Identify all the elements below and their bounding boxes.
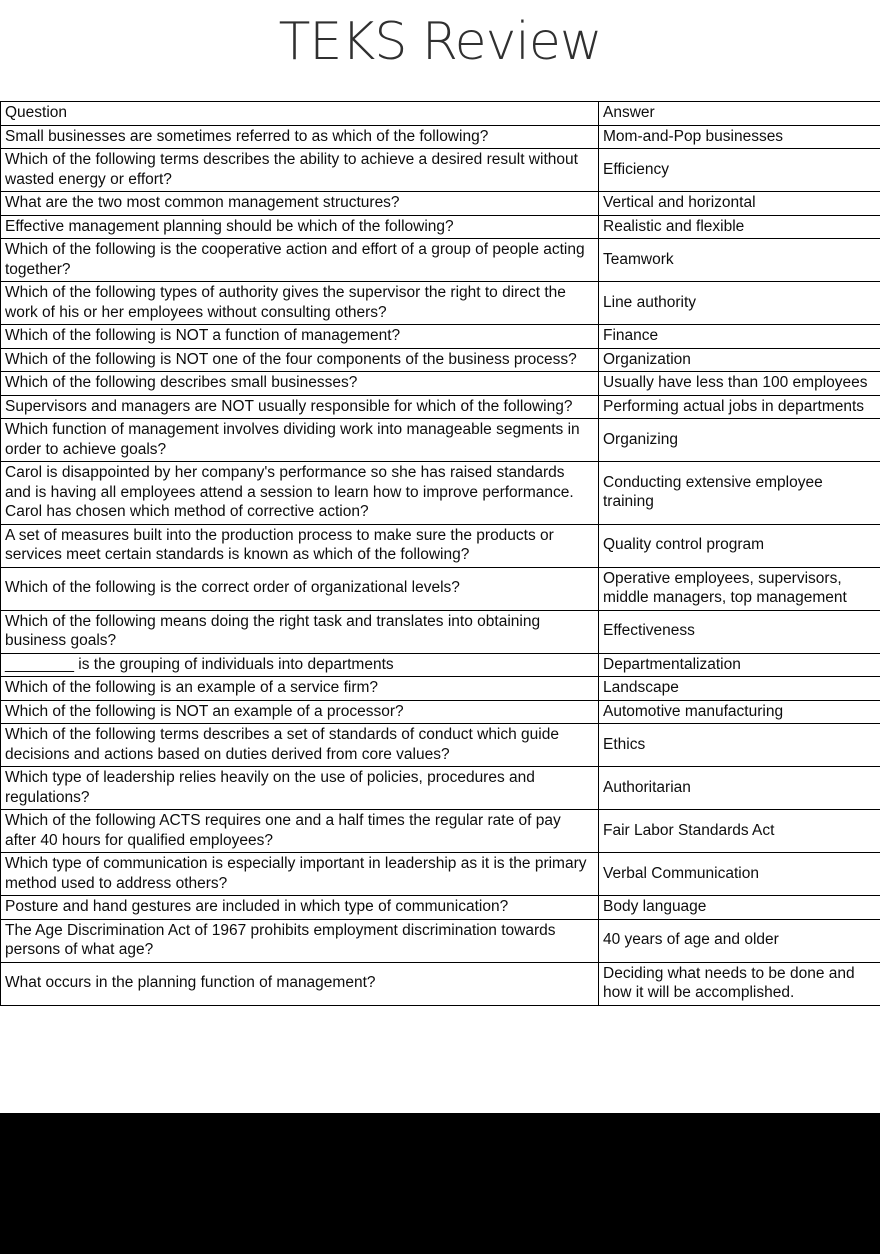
table-row bbox=[1, 524, 880, 567]
answer-cell: Landscape bbox=[599, 677, 880, 701]
table-row bbox=[1, 462, 880, 525]
question-cell: Which type of communication is especially important in leadership as it is the primary method used to address others? bbox=[1, 853, 599, 896]
question-cell: Which of the following means doing the right task and translates into obtaining business goals? bbox=[1, 610, 599, 653]
answer-cell: Body language bbox=[599, 896, 880, 920]
table-row bbox=[1, 348, 880, 372]
table-row bbox=[1, 896, 880, 920]
question-cell: Which of the following is the cooperative action and effort of a group of people acting together? bbox=[1, 239, 599, 282]
question-cell: Which of the following is an example of a service firm? bbox=[1, 677, 599, 701]
answer-cell: Organization bbox=[599, 348, 880, 372]
answer-cell: Deciding what needs to be done and how it will be accomplished. bbox=[599, 962, 880, 1005]
table-row bbox=[1, 962, 880, 1005]
answer-cell: Usually have less than 100 employees bbox=[599, 372, 880, 396]
question-cell: Which of the following is NOT a function of management? bbox=[1, 325, 599, 349]
question-cell: Which of the following is the correct order of organizational levels? bbox=[1, 567, 599, 610]
question-cell: Which of the following describes small businesses? bbox=[1, 372, 599, 396]
answer-cell: Effectiveness bbox=[599, 610, 880, 653]
answer-cell: Fair Labor Standards Act bbox=[599, 810, 880, 853]
answer-cell: Vertical and horizontal bbox=[599, 192, 880, 216]
answer-cell: Operative employees, supervisors, middle managers, top management bbox=[599, 567, 880, 610]
answer-cell: Mom-and-Pop businesses bbox=[599, 125, 880, 149]
answer-cell: Efficiency bbox=[599, 149, 880, 192]
answer-cell: Performing actual jobs in departments bbox=[599, 395, 880, 419]
table-header-row bbox=[1, 102, 880, 126]
table-row bbox=[1, 724, 880, 767]
answer-cell: Quality control program bbox=[599, 524, 880, 567]
answer-cell: Verbal Communication bbox=[599, 853, 880, 896]
table-row bbox=[1, 677, 880, 701]
answer-cell: Finance bbox=[599, 325, 880, 349]
question-cell: Which function of management involves dividing work into manageable segments in order to achieve goals? bbox=[1, 419, 599, 462]
answer-cell: Automotive manufacturing bbox=[599, 700, 880, 724]
answer-cell: Authoritarian bbox=[599, 767, 880, 810]
question-cell: A set of measures built into the production process to make sure the products or services meet certain standards is known as which of the following? bbox=[1, 524, 599, 567]
answer-cell: 40 years of age and older bbox=[599, 919, 880, 962]
question-cell: ________ is the grouping of individuals into departments bbox=[1, 653, 599, 677]
answer-cell: Line authority bbox=[599, 282, 880, 325]
table-row bbox=[1, 653, 880, 677]
table-row bbox=[1, 419, 880, 462]
question-cell: The Age Discrimination Act of 1967 prohibits employment discrimination towards persons of what age? bbox=[1, 919, 599, 962]
bottom-black-bar bbox=[0, 1113, 880, 1254]
question-cell: Which of the following ACTS requires one and a half times the regular rate of pay after 40 hours for qualified employees? bbox=[1, 810, 599, 853]
question-cell: Which of the following terms describes the ability to achieve a desired result without wasted energy or effort? bbox=[1, 149, 599, 192]
table-row bbox=[1, 125, 880, 149]
table-row bbox=[1, 395, 880, 419]
table-row bbox=[1, 853, 880, 896]
table-row bbox=[1, 215, 880, 239]
question-cell: Supervisors and managers are NOT usually responsible for which of the following? bbox=[1, 395, 599, 419]
table-row bbox=[1, 239, 880, 282]
question-cell: Which of the following terms describes a set of standards of conduct which guide decisions and actions based on duties derived from core values? bbox=[1, 724, 599, 767]
answer-cell: Ethics bbox=[599, 724, 880, 767]
answer-cell: Realistic and flexible bbox=[599, 215, 880, 239]
table-row bbox=[1, 567, 880, 610]
review-table bbox=[0, 101, 880, 1006]
table-row bbox=[1, 919, 880, 962]
question-cell: Small businesses are sometimes referred to as which of the following? bbox=[1, 125, 599, 149]
question-cell: Which of the following is NOT an example of a processor? bbox=[1, 700, 599, 724]
table-row bbox=[1, 610, 880, 653]
column-header-question: Question bbox=[1, 102, 599, 126]
page-title: TEKS Review bbox=[0, 9, 880, 75]
question-cell: What are the two most common management structures? bbox=[1, 192, 599, 216]
answer-cell: Departmentalization bbox=[599, 653, 880, 677]
question-cell: Which of the following is NOT one of the four components of the business process? bbox=[1, 348, 599, 372]
question-cell: Which type of leadership relies heavily on the use of policies, procedures and regulations? bbox=[1, 767, 599, 810]
question-cell: Which of the following types of authority gives the supervisor the right to direct the work of his or her employees without consulting others? bbox=[1, 282, 599, 325]
answer-cell: Conducting extensive employee training bbox=[599, 462, 880, 525]
question-cell: Posture and hand gestures are included in which type of communication? bbox=[1, 896, 599, 920]
table-row bbox=[1, 372, 880, 396]
question-cell: Carol is disappointed by her company's performance so she has raised standards and is having all employees attend a session to learn how to improve performance. Carol has chosen which method of corrective action? bbox=[1, 462, 599, 525]
table-row bbox=[1, 700, 880, 724]
question-cell: Effective management planning should be which of the following? bbox=[1, 215, 599, 239]
table-row bbox=[1, 192, 880, 216]
table-row bbox=[1, 325, 880, 349]
question-cell: What occurs in the planning function of management? bbox=[1, 962, 599, 1005]
table-row bbox=[1, 149, 880, 192]
answer-cell: Teamwork bbox=[599, 239, 880, 282]
table-row bbox=[1, 282, 880, 325]
column-header-answer: Answer bbox=[599, 102, 880, 126]
table-row bbox=[1, 767, 880, 810]
table-row bbox=[1, 810, 880, 853]
answer-cell: Organizing bbox=[599, 419, 880, 462]
